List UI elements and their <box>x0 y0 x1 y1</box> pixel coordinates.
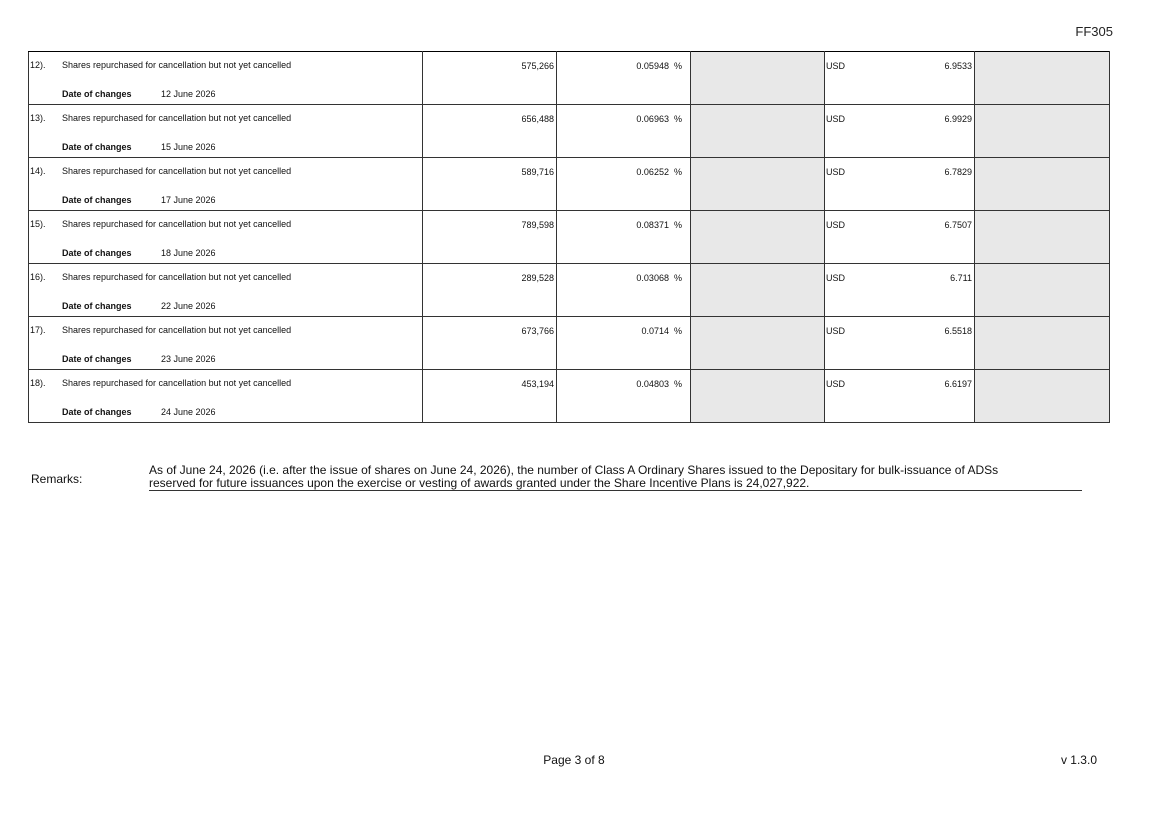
table-row <box>29 264 1110 317</box>
shares-count: 575,266 <box>423 52 557 105</box>
shares-count: 289,528 <box>423 264 557 317</box>
row-description: Shares repurchased for cancellation but not yet cancelled <box>62 60 292 70</box>
currency-code: USD <box>826 326 846 336</box>
table-row <box>29 52 1110 105</box>
percent-value: 0.0714 <box>641 326 669 336</box>
description-cell <box>29 264 423 317</box>
price-cell <box>825 211 975 264</box>
percent-cell <box>557 370 691 423</box>
date-of-changes-label: Date of changes <box>62 301 132 311</box>
table-row <box>29 211 1110 264</box>
currency-code: USD <box>826 61 846 71</box>
date-of-changes-label: Date of changes <box>62 142 132 152</box>
shaded-cell <box>691 317 825 370</box>
date-of-changes-value: 22 June 2026 <box>161 301 216 311</box>
row-index: 18). <box>30 378 46 388</box>
price-value: 6.9929 <box>944 114 972 124</box>
percent-value: 0.06252 <box>636 167 669 177</box>
remarks-text <box>149 464 1082 491</box>
date-of-changes-value: 24 June 2026 <box>161 407 216 417</box>
percent-cell <box>557 264 691 317</box>
price-value: 6.9533 <box>944 61 972 71</box>
row-index: 12). <box>30 60 46 70</box>
description-cell <box>29 317 423 370</box>
price-cell <box>825 105 975 158</box>
row-index: 13). <box>30 113 46 123</box>
remarks-line-2: reserved for future issuances upon the exercise or vesting of awards granted under the Share Incentive Plans is 24,027,922. <box>149 476 810 490</box>
percent-cell <box>557 52 691 105</box>
date-of-changes-label: Date of changes <box>62 248 132 258</box>
currency-code: USD <box>826 379 846 389</box>
date-of-changes-label: Date of changes <box>62 195 132 205</box>
price-cell <box>825 264 975 317</box>
currency-code: USD <box>826 220 846 230</box>
table-row <box>29 317 1110 370</box>
shaded-cell <box>975 370 1110 423</box>
row-description: Shares repurchased for cancellation but not yet cancelled <box>62 113 292 123</box>
shaded-cell <box>691 370 825 423</box>
row-description: Shares repurchased for cancellation but not yet cancelled <box>62 325 292 335</box>
percent-sign: % <box>673 326 682 336</box>
description-cell <box>29 211 423 264</box>
percent-value: 0.04803 <box>636 379 669 389</box>
date-of-changes-value: 18 June 2026 <box>161 248 216 258</box>
percent-sign: % <box>673 379 682 389</box>
date-of-changes-value: 15 June 2026 <box>161 142 216 152</box>
shaded-cell <box>691 105 825 158</box>
description-cell <box>29 370 423 423</box>
row-index: 14). <box>30 166 46 176</box>
percent-sign: % <box>673 167 682 177</box>
shares-count: 589,716 <box>423 158 557 211</box>
row-description: Shares repurchased for cancellation but not yet cancelled <box>62 166 292 176</box>
shares-count: 789,598 <box>423 211 557 264</box>
date-of-changes-label: Date of changes <box>62 407 132 417</box>
row-index: 17). <box>30 325 46 335</box>
share-changes-table-body <box>29 52 1110 423</box>
date-of-changes-value: 17 June 2026 <box>161 195 216 205</box>
price-cell <box>825 52 975 105</box>
price-value: 6.711 <box>950 273 972 283</box>
shaded-cell <box>975 52 1110 105</box>
row-description: Shares repurchased for cancellation but not yet cancelled <box>62 272 292 282</box>
date-of-changes-label: Date of changes <box>62 89 132 99</box>
price-cell <box>825 370 975 423</box>
percent-cell <box>557 105 691 158</box>
description-cell <box>29 158 423 211</box>
shaded-cell <box>691 211 825 264</box>
percent-value: 0.08371 <box>636 220 669 230</box>
price-value: 6.6197 <box>944 379 972 389</box>
price-value: 6.7829 <box>944 167 972 177</box>
percent-value: 0.03068 <box>636 273 669 283</box>
row-description: Shares repurchased for cancellation but not yet cancelled <box>62 219 292 229</box>
shaded-cell <box>975 264 1110 317</box>
percent-sign: % <box>673 220 682 230</box>
shaded-cell <box>975 317 1110 370</box>
table-row <box>29 105 1110 158</box>
row-index: 15). <box>30 219 46 229</box>
shares-count: 656,488 <box>423 105 557 158</box>
date-of-changes-value: 23 June 2026 <box>161 354 216 364</box>
price-cell <box>825 317 975 370</box>
table-row <box>29 370 1110 423</box>
price-cell <box>825 158 975 211</box>
shaded-cell <box>691 158 825 211</box>
shares-count: 453,194 <box>423 370 557 423</box>
currency-code: USD <box>826 167 846 177</box>
shaded-cell <box>975 105 1110 158</box>
shaded-cell <box>975 211 1110 264</box>
share-changes-table <box>28 51 1110 423</box>
price-value: 6.5518 <box>944 326 972 336</box>
form-code: FF305 <box>1075 24 1113 39</box>
shaded-cell <box>691 264 825 317</box>
remarks-label: Remarks: <box>31 472 83 486</box>
percent-value: 0.05948 <box>636 61 669 71</box>
shaded-cell <box>691 52 825 105</box>
percent-cell <box>557 317 691 370</box>
currency-code: USD <box>826 114 846 124</box>
percent-sign: % <box>673 273 682 283</box>
description-cell <box>29 105 423 158</box>
percent-cell <box>557 211 691 264</box>
currency-code: USD <box>826 273 846 283</box>
shaded-cell <box>975 158 1110 211</box>
date-of-changes-value: 12 June 2026 <box>161 89 216 99</box>
row-index: 16). <box>30 272 46 282</box>
version-label: v 1.3.0 <box>1060 753 1097 767</box>
table-row <box>29 158 1110 211</box>
page-number: Page 3 of 8 <box>543 753 605 767</box>
shares-count: 673,766 <box>423 317 557 370</box>
row-description: Shares repurchased for cancellation but not yet cancelled <box>62 378 292 388</box>
date-of-changes-label: Date of changes <box>62 354 132 364</box>
remarks-line-1: As of June 24, 2026 (i.e. after the issue of shares on June 24, 2026), the number of Class A Ordinary Shares issued to the Depositary for bulk-issuance of ADSs <box>149 463 999 477</box>
percent-sign: % <box>673 114 682 124</box>
description-cell <box>29 52 423 105</box>
percent-sign: % <box>673 61 682 71</box>
percent-cell <box>557 158 691 211</box>
percent-value: 0.06963 <box>636 114 669 124</box>
price-value: 6.7507 <box>944 220 972 230</box>
